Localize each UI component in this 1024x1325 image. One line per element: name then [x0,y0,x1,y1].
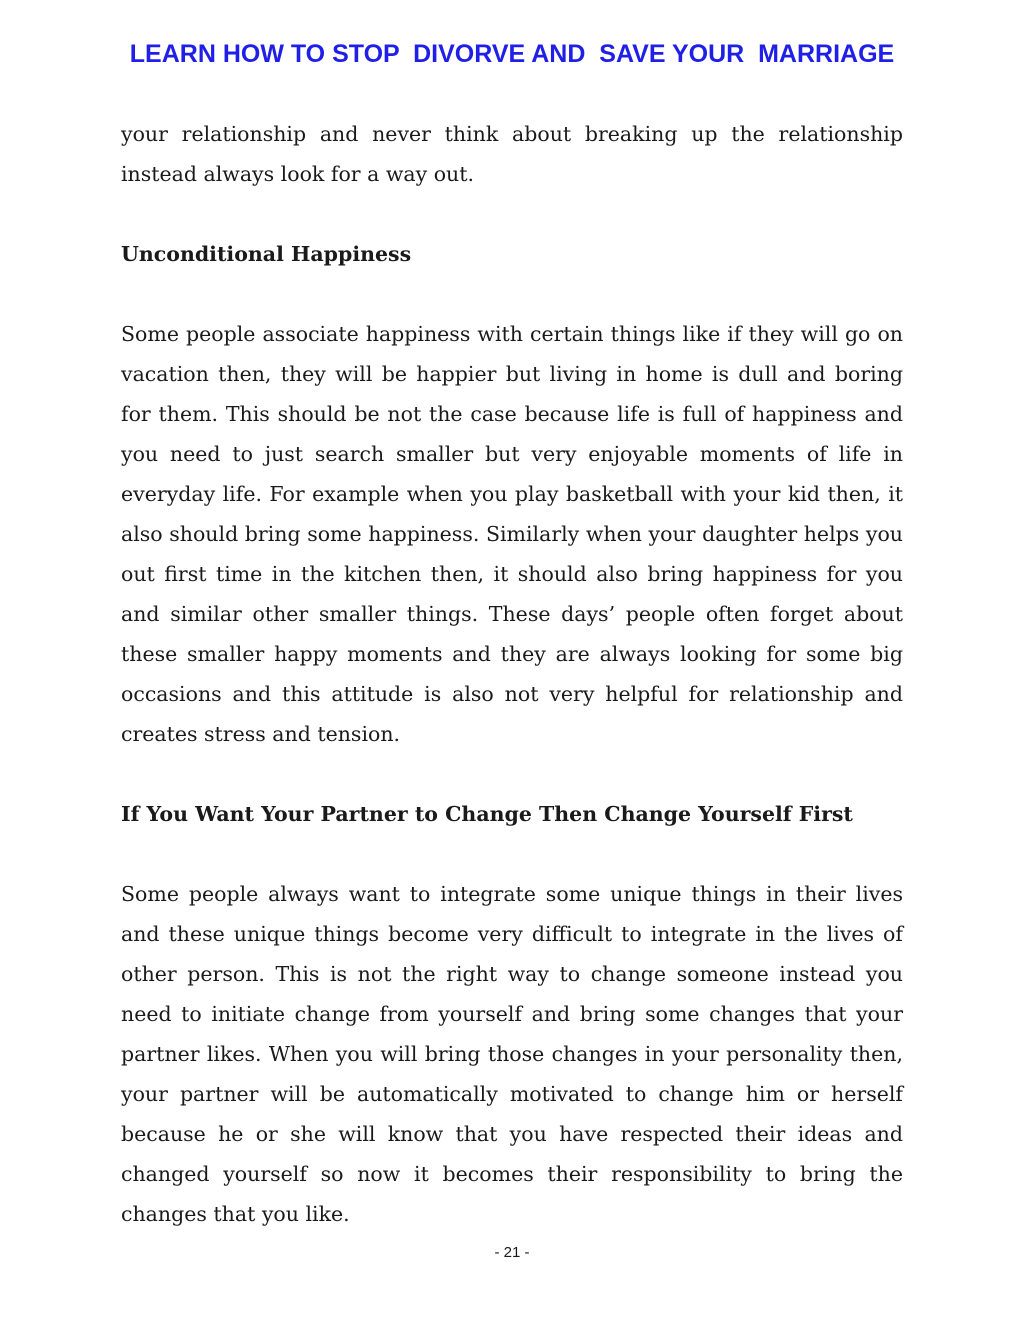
section-paragraph-change-yourself: Some people always want to integrate some unique things in their lives and these unique things become very difficult to integrate in the lives of other person. This is not the right way to change someone instead you need to initiate change from yourself and bring some changes that your partner likes. When you will bring those changes in your personality then, your partner will be automatically motivated to change him or herself because he or she will know that you have respected their ideas and changed yourself so now it becomes their responsibility to bring the changes that you like. [121,882,903,1226]
section-heading-change-yourself: If You Want Your Partner to Change Then Change Yourself First [121,802,853,826]
section-heading-unconditional-happiness: Unconditional Happiness [121,242,412,266]
running-header-title: LEARN HOW TO STOP DIVORVE AND SAVE YOUR MARRIAGE [129,40,895,68]
section-paragraph-unconditional-happiness: Some people associate happiness with certain things like if they will go on vacation then, they will be happier but living in home is dull and boring for them. This should be not the case because life is full of happiness and you need to just search smaller but very enjoyable moments of life in everyday life. For example when you play basketball with your kid then, it also should bring some happiness. Similarly when your daughter helps you out first time in the kitchen then, it should also bring happiness for you and similar other smaller things. These days’ people often forget about these smaller happy moments and they are always looking for some big occasions and this attitude is also not very helpful for relationship and creates stress and tension. [121,322,903,746]
page-number: - 21 - [494,1244,530,1261]
intro-paragraph: your relationship and never think about breaking up the relationship instead always look for a way out. [121,122,903,186]
page-content [121,114,903,1274]
